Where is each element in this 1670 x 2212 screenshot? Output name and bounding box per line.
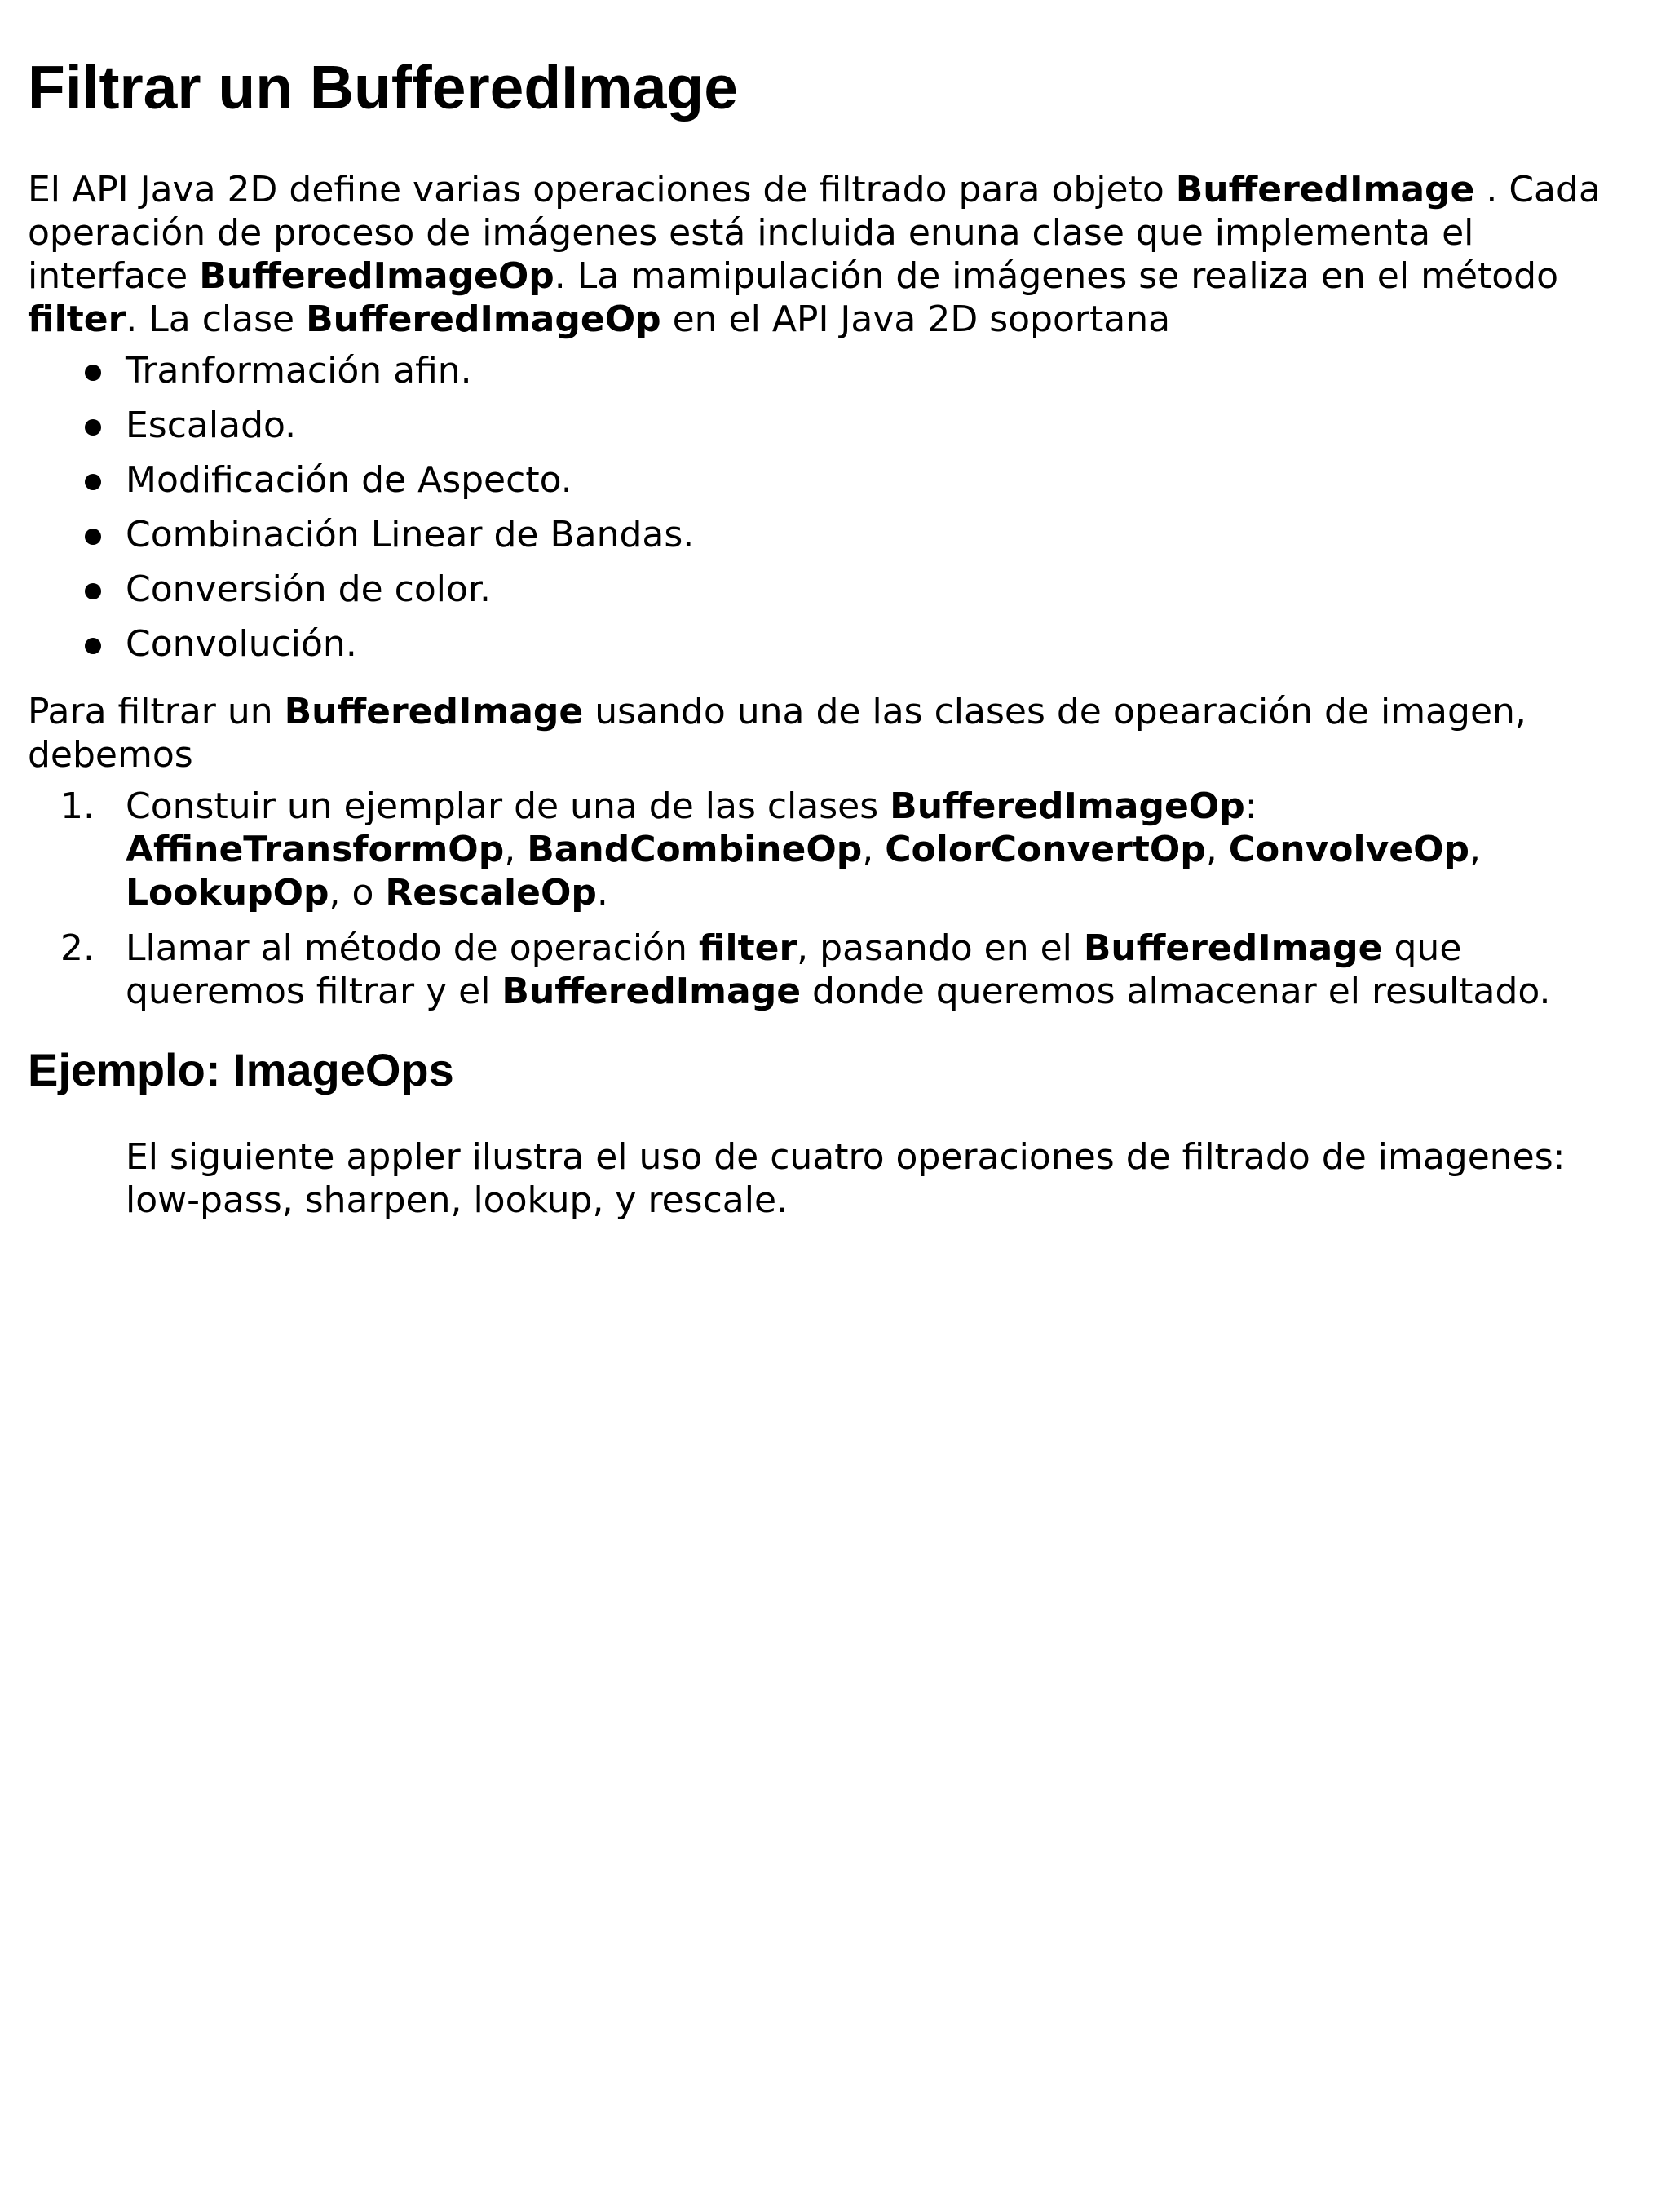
list-item [126, 568, 1642, 622]
list-item [126, 458, 1642, 513]
step-1-bold-colorconvertop: ColorConvertOp [885, 829, 1206, 870]
para2-text-2: usando una de las clases de opearación de imagen, debemos [28, 691, 1526, 776]
step-1-bold-lookupop: LookupOp [126, 872, 329, 914]
list-item [126, 349, 1642, 404]
para2-text-1: Para filtrar un [28, 691, 285, 732]
step-2-text-3: que queremos filtrar y el [126, 927, 1462, 1012]
list-item-label: Conversión de color. [126, 568, 491, 610]
intro-text-1: El API Java 2D define varias operaciones de filtrado para objeto [28, 169, 1176, 210]
step-1-bold-bufferedimageop: BufferedImageOp [890, 785, 1245, 827]
intro-text-2: . Cada operación de proceso de imágenes está incluida enuna clase que implementa el interface [28, 169, 1601, 297]
list-item-label: Tranformación afin. [126, 350, 472, 392]
bullet-icon [85, 638, 101, 654]
para2-bold-bufferedimage: BufferedImage [284, 691, 584, 732]
bullet-icon [85, 583, 101, 599]
step-1-text-7: , o [329, 872, 386, 914]
list-item-label: Convolución. [126, 623, 357, 665]
intro-paragraph [28, 168, 1642, 341]
bullet-icon [85, 474, 101, 490]
example-heading: Ejemplo: ImageOps [28, 1044, 454, 1095]
step-1-text-8: . [596, 872, 608, 914]
steps-list [28, 785, 1642, 1013]
step-1-text-1: Constuir un ejemplar de una de las clases [126, 785, 890, 827]
step-2-text-1: Llamar al método de operación [126, 927, 699, 969]
intro-bold-filter: filter [28, 299, 126, 340]
step-1-bold-convolveop: ConvolveOp [1228, 829, 1470, 870]
intro-text-4: . La clase [126, 299, 307, 340]
step-item-2 [60, 927, 1642, 1013]
list-item [126, 404, 1642, 458]
bullet-icon [85, 529, 101, 545]
step-1-text-2: : [1244, 785, 1257, 827]
bullet-icon [85, 365, 101, 381]
step-number: 2. [60, 927, 95, 969]
step-1-text-3: , [504, 829, 528, 870]
step-1-text-5: , [1205, 829, 1229, 870]
step-1-text-6: , [1469, 829, 1482, 870]
intro-text-3: . La mamipulación de imágenes se realiza en el método [554, 255, 1559, 297]
filter-instructions-paragraph [28, 690, 1642, 776]
intro-bold-bufferedimage: BufferedImage [1175, 169, 1475, 210]
step-1-bold-bandcombineop: BandCombineOp [527, 829, 863, 870]
bullet-icon [85, 419, 101, 436]
list-item [126, 622, 1642, 677]
list-item-label: Combinación Linear de Bandas. [126, 514, 695, 555]
intro-bold-bufferedimageop: BufferedImageOp [199, 255, 554, 297]
step-2-text-2: , pasando en el [797, 927, 1084, 969]
list-item-label: Modificación de Aspecto. [126, 459, 572, 501]
step-1-bold-rescaleop: RescaleOp [385, 872, 597, 914]
step-2-bold-bufferedimage: BufferedImage [1083, 927, 1383, 969]
example-description: El siguiente appler ilustra el uso de cuatro operaciones de filtrado de imagenes: low-pass, sharpen, lookup, y rescale. [126, 1136, 1566, 1221]
step-item-1 [60, 785, 1642, 914]
page-title: Filtrar un BufferedImage [28, 53, 738, 122]
step-2-bold-bufferedimage-2: BufferedImage [501, 971, 802, 1012]
list-item [126, 513, 1642, 568]
document-page [0, 51, 1670, 2212]
operations-list [28, 349, 1642, 677]
list-item-label: Escalado. [126, 405, 297, 446]
step-2-bold-filter: filter [698, 927, 797, 969]
step-number: 1. [60, 785, 95, 827]
step-1-bold-affinetransformop: AffineTransformOp [126, 829, 505, 870]
intro-text-5: en el API Java 2D soportana [660, 299, 1171, 340]
step-2-text-4: donde queremos almacenar el resultado. [801, 971, 1551, 1012]
intro-bold-bufferedimageop-2: BufferedImageOp [306, 299, 661, 340]
step-1-text-4: , [862, 829, 886, 870]
